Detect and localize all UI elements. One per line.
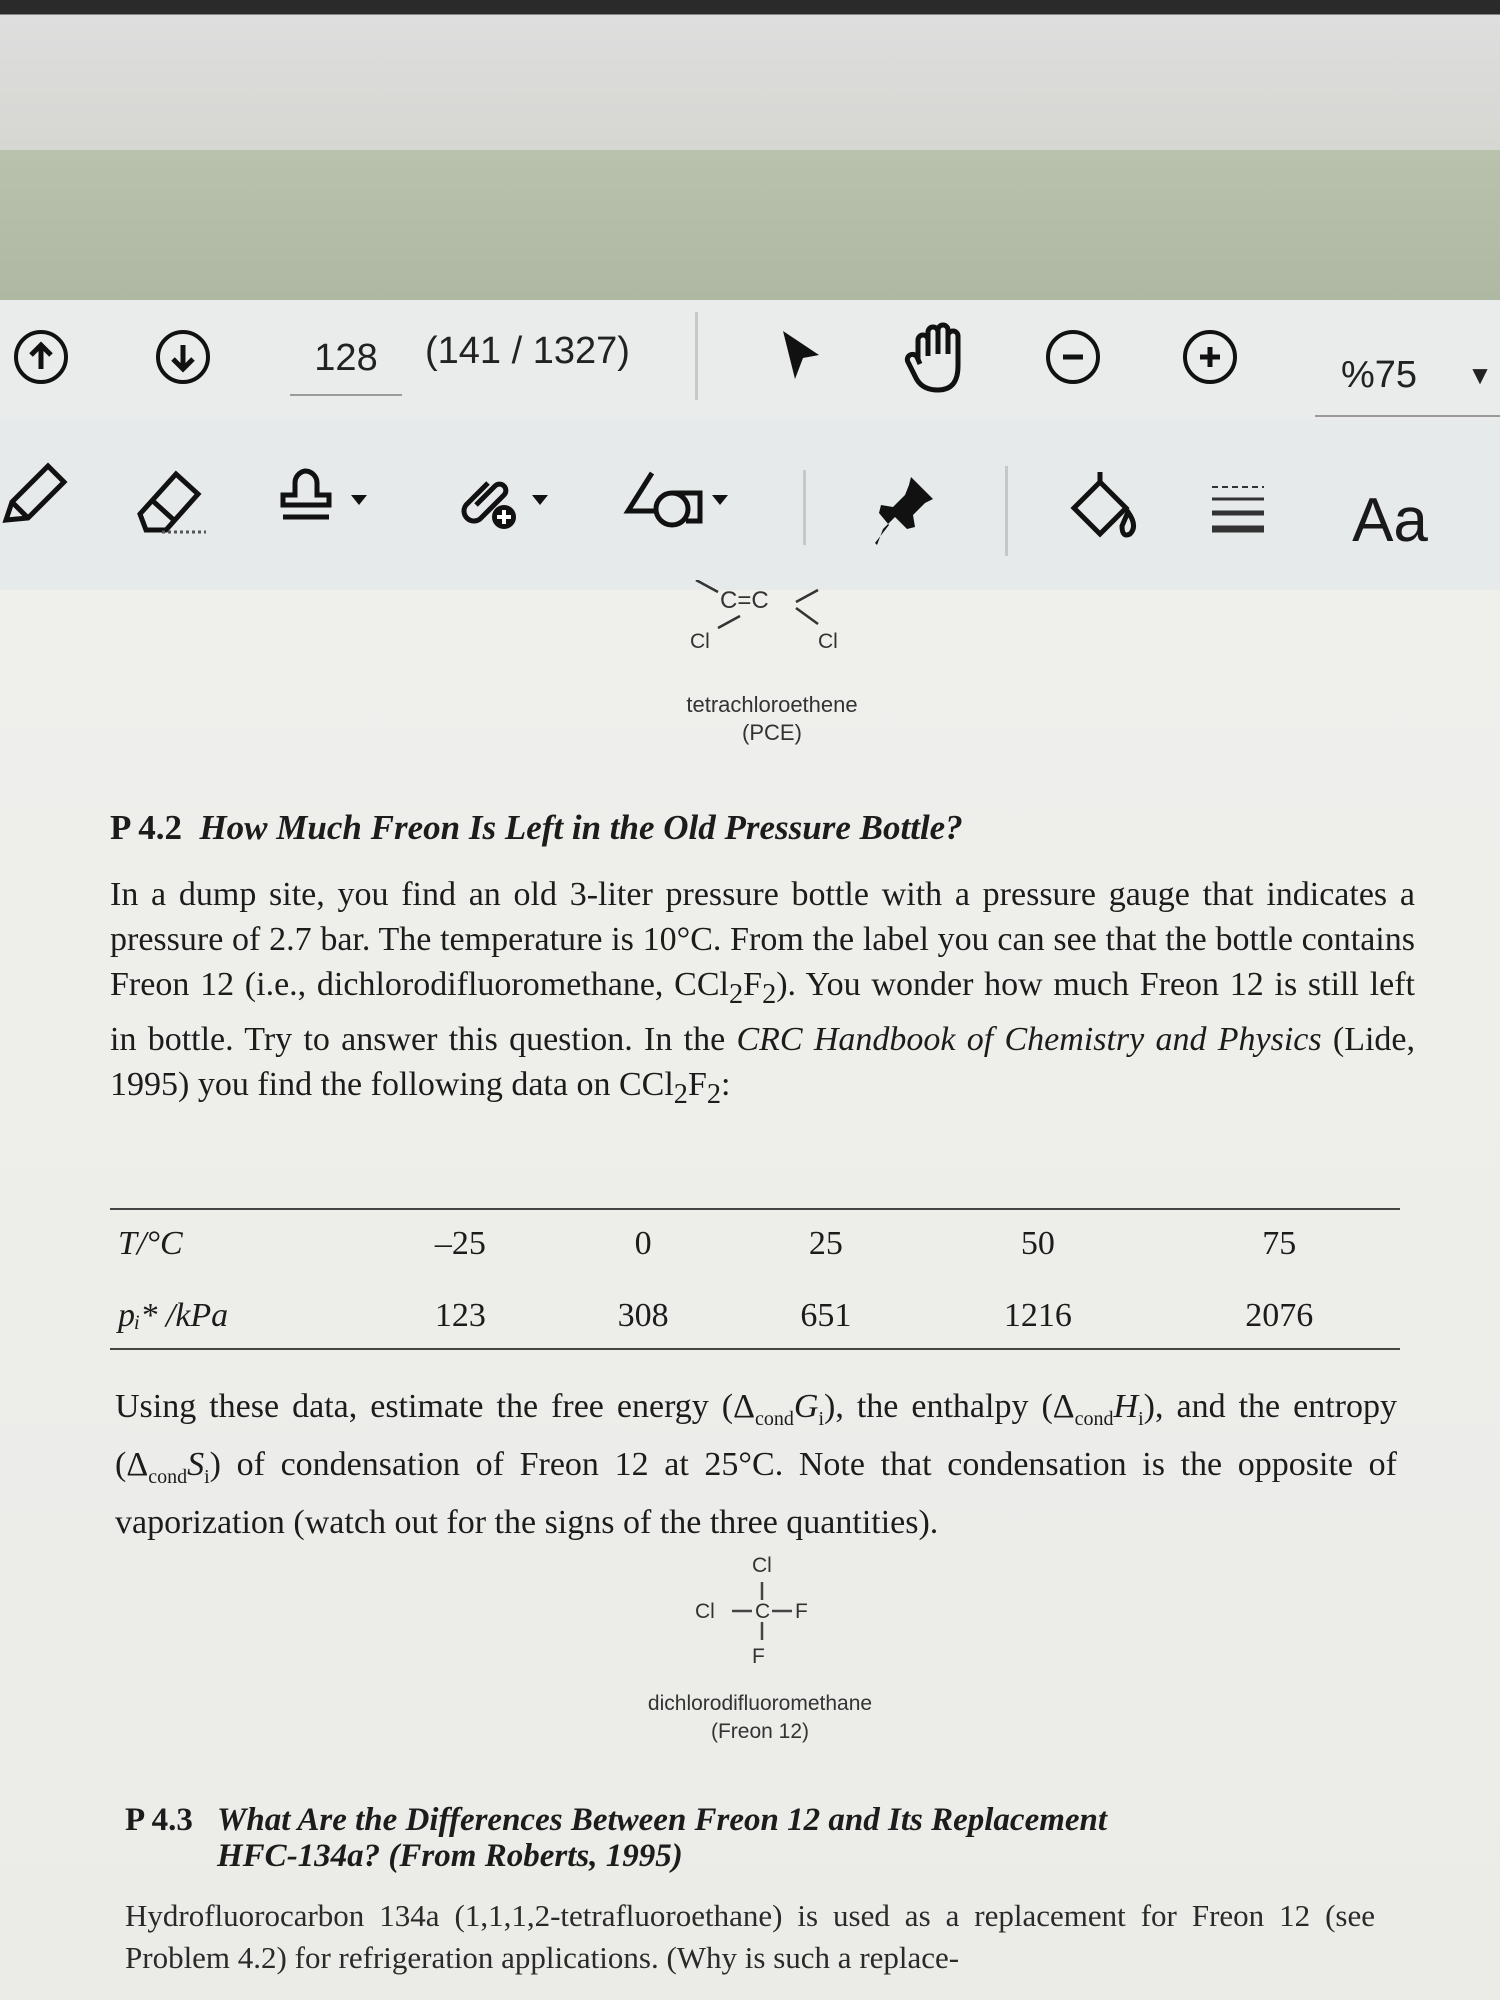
text-run: Using these data, estimate the free energy (Δ: [115, 1388, 755, 1425]
table-row: [110, 1280, 1400, 1352]
text-run: :: [721, 1065, 731, 1103]
chevron-down-icon[interactable]: ▼: [1467, 359, 1493, 390]
table-cell: 25: [808, 1225, 843, 1262]
problem-4-2-paragraph: [110, 872, 1415, 1117]
text-run: ), the enthalpy (Δ: [824, 1388, 1075, 1425]
pce-abbreviation: (PCE): [742, 720, 802, 745]
paint-bucket-icon[interactable]: [1066, 468, 1146, 548]
text-run: F: [687, 1065, 707, 1103]
variable: S: [187, 1445, 205, 1483]
subscript: cond: [1074, 1407, 1114, 1430]
row-label-pressure: pᵢ* /kPa: [118, 1297, 229, 1334]
text-run: (Lide, 1995) you find the following data on CCl: [110, 1020, 1415, 1103]
pencil-icon[interactable]: [0, 460, 70, 530]
freon-atom-right: F: [795, 1600, 808, 1623]
line-style-icon[interactable]: [1208, 478, 1268, 548]
subscript: cond: [148, 1465, 188, 1488]
page-number-input[interactable]: [290, 322, 402, 396]
font-format-button[interactable]: Aa: [1352, 485, 1428, 555]
toolbar-divider: [1005, 466, 1008, 556]
subscript: 2: [762, 978, 777, 1010]
table-cell: 1216: [1003, 1297, 1072, 1334]
minus-circle-icon[interactable]: [1046, 330, 1100, 384]
citation-title: CRC Handbook of Chemistry and Physics: [736, 1020, 1322, 1058]
page-count: (141 / 1327): [425, 330, 630, 372]
table-cell: 0: [634, 1225, 652, 1262]
freon-atom-bottom: F: [752, 1645, 765, 1668]
pce-atom-left: Cl: [690, 630, 710, 653]
subscript: 2: [673, 1078, 688, 1110]
variable: G: [793, 1388, 819, 1425]
hand-icon[interactable]: [900, 318, 980, 398]
freon-atom-left: Cl: [695, 1600, 715, 1623]
subscript: i: [1138, 1407, 1144, 1430]
problem-4-3-heading: [125, 1802, 1107, 1874]
shapes-icon[interactable]: [620, 462, 740, 542]
problem-4-3-paragraph: Hydrofluorocarbon 134a (1,1,1,2-tetrafluoroethane) is used as a replacement for Freon 12 (see Problem 4.2) for refrigeration applications. (Why is such a replace-: [125, 1898, 1375, 1975]
pointer-arrow-icon[interactable]: [770, 325, 830, 385]
freon-atom-top: Cl: [752, 1554, 772, 1577]
freon-name: dichlorodifluoromethane: [647, 1692, 873, 1715]
text-run: ), and the entropy (Δ: [115, 1388, 1397, 1483]
problem-title-line-1: What Are the Differences Between Freon 12 and Its Replacement: [217, 1802, 1108, 1838]
highlighter-icon[interactable]: [130, 460, 210, 540]
freon-atom-center: C: [755, 1600, 771, 1623]
problem-4-2-heading: [110, 808, 963, 848]
problem-title-line-2: HFC-134a? (From Roberts, 1995): [217, 1838, 683, 1874]
toolbar-divider: [695, 312, 698, 400]
row-label-temperature: T/°C: [118, 1225, 183, 1262]
table-row: [110, 1208, 1400, 1280]
text-run: In a dump site, you find an old 3-liter pressure bottle with a pressure gauge that indicates a pressure of 2.7 bar. The temperature is 10°C. From the label you can see that the bottle contains Freon 12 (i.e., dichlorodifluoromethane, CCl: [110, 876, 1415, 1003]
stamp-icon[interactable]: [275, 462, 375, 542]
pce-name: tetrachloroethene: [686, 692, 858, 717]
annotation-toolbar: [0, 420, 1500, 591]
freon-abbreviation: (Freon 12): [710, 1720, 810, 1743]
zoom-value: %75: [1341, 353, 1418, 396]
table-cell: 308: [617, 1297, 669, 1334]
toolbar-divider: [803, 470, 806, 545]
pce-structure-diagram: [690, 580, 870, 655]
problem-title: How Much Freon Is Left in the Old Pressure Bottle?: [199, 808, 963, 847]
paperclip-plus-icon[interactable]: [448, 462, 558, 542]
plus-circle-icon[interactable]: [1183, 330, 1237, 384]
problem-number: P 4.2: [110, 808, 182, 847]
viewer-header-band: [0, 150, 1500, 300]
table-cell: 2076: [1245, 1297, 1314, 1334]
pce-atom-right: Cl: [818, 630, 838, 653]
screen-top-bezel: [0, 0, 1500, 150]
navigation-toolbar: [0, 300, 1500, 421]
question-paragraph: [115, 1384, 1397, 1545]
vapor-pressure-table: [110, 1208, 1400, 1352]
table-cell: 50: [1020, 1225, 1055, 1262]
subscript: cond: [755, 1407, 794, 1430]
pin-icon[interactable]: [870, 470, 940, 550]
table-cell: 75: [1262, 1225, 1297, 1262]
subscript: 2: [728, 978, 744, 1010]
subscript: i: [818, 1407, 825, 1430]
table-bottom-rule: [110, 1348, 1400, 1350]
table-cell: –25: [434, 1225, 486, 1262]
page-number-value: 128: [314, 336, 378, 379]
subscript: i: [204, 1465, 210, 1488]
variable: H: [1113, 1388, 1139, 1425]
pce-bond-label: C=C: [720, 587, 769, 614]
table-cell: 651: [800, 1297, 852, 1334]
text-run: ) of condensation of Freon 12 at 25°C. Note that condensation is the opposite of vaporization (watch out for the signs of the three quantities).: [115, 1445, 1397, 1541]
up-arrow-circle-icon[interactable]: [14, 330, 68, 384]
table-cell: 123: [434, 1297, 486, 1334]
subscript: 2: [706, 1078, 722, 1110]
down-arrow-circle-icon[interactable]: [156, 330, 210, 384]
problem-number: P 4.3: [125, 1802, 193, 1838]
text-run: ). You wonder how much Freon 12 is still left in bottle. Try to answer this question. In the: [110, 966, 1415, 1058]
zoom-select[interactable]: [1315, 335, 1500, 417]
text-run: F: [743, 966, 763, 1003]
